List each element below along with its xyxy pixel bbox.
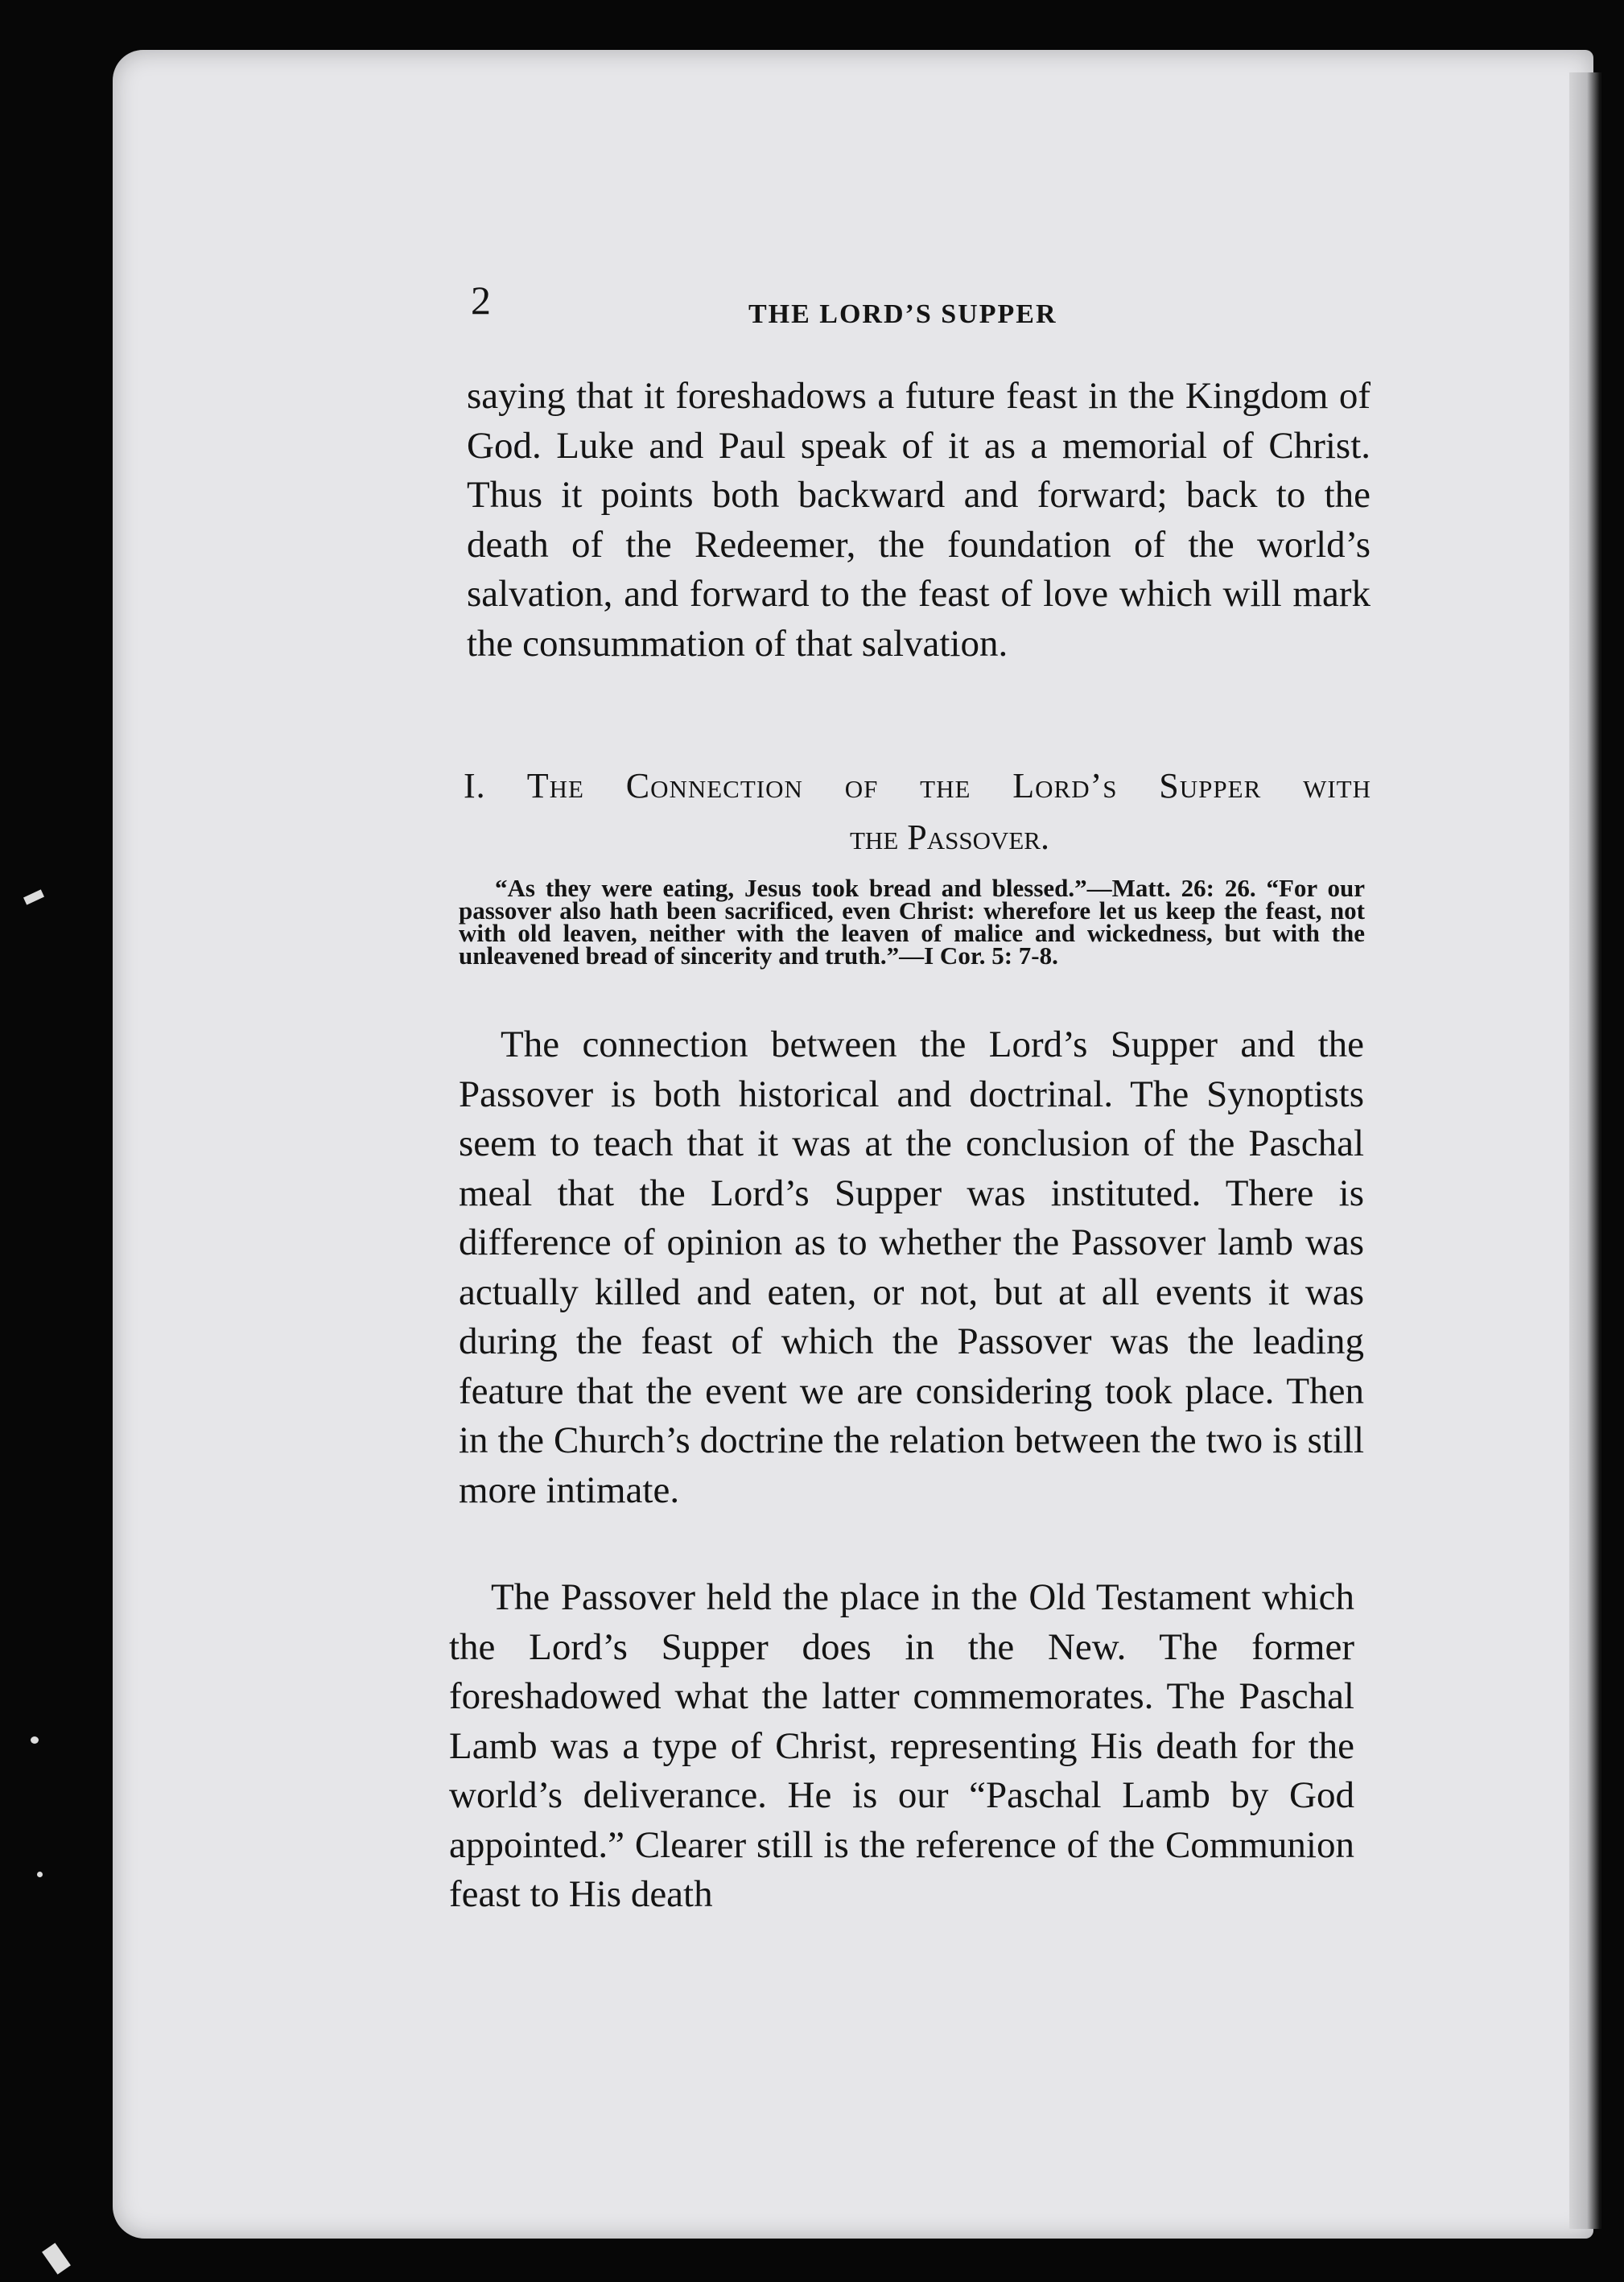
intro-paragraph: saying that it foreshadows a future feast in the Kingdom of God. Luke and Paul speak of it as a memorial of Christ. Thus it points both backward and forward; back to the death of the Redeemer, the foundation of the world’s salvation, and forward to the feast of love which will mark the consummation of that salvation. bbox=[467, 375, 1371, 665]
section-heading bbox=[464, 760, 1371, 863]
running-head: THE LORD’S SUPPER bbox=[748, 299, 1057, 329]
page-number: 2 bbox=[471, 278, 491, 323]
section-heading-line-2: the Passover. bbox=[850, 818, 1049, 857]
body-paragraph: The connection between the Lord’s Supper and the Passover is both historical and doctrinal. The Synoptists seem to teach that it was at the conclusion of the Paschal meal that the Lord’s Supper was instituted. There is difference of opinion as to whether the Passover lamb was actually killed and eaten, or not, but at all events it was during the feast of which the Passover was the leading feature that the event we are considering took place. Then in the Church’s doctrine the relation between the two is still more intimate. bbox=[459, 1024, 1364, 1511]
section-heading-line-1: I. The Connection of the Lord’s Supper with bbox=[464, 766, 1371, 805]
body-paragraph: The Passover held the place in the Old Testament which the Lord’s Supper does in the New. The former foreshadowed what the latter commemorates. The Paschal Lamb was a type of Christ, representing His death for the world’s deliverance. He is our “Paschal Lamb by God appointed.” Clearer still is the reference of the Communion feast to His death bbox=[449, 1576, 1354, 1915]
scripture-epigraph: “As they were eating, Jesus took bread and blessed.”—Matt. 26: 26. “For our passover also hath been sacrificed, even Christ: wherefore let us keep the feast, not with old leaven, neither with the leaven of malice and wickedness, but with the unleavened bread of sincerity and truth.”—I Cor. 5: 7-8. bbox=[459, 874, 1365, 970]
